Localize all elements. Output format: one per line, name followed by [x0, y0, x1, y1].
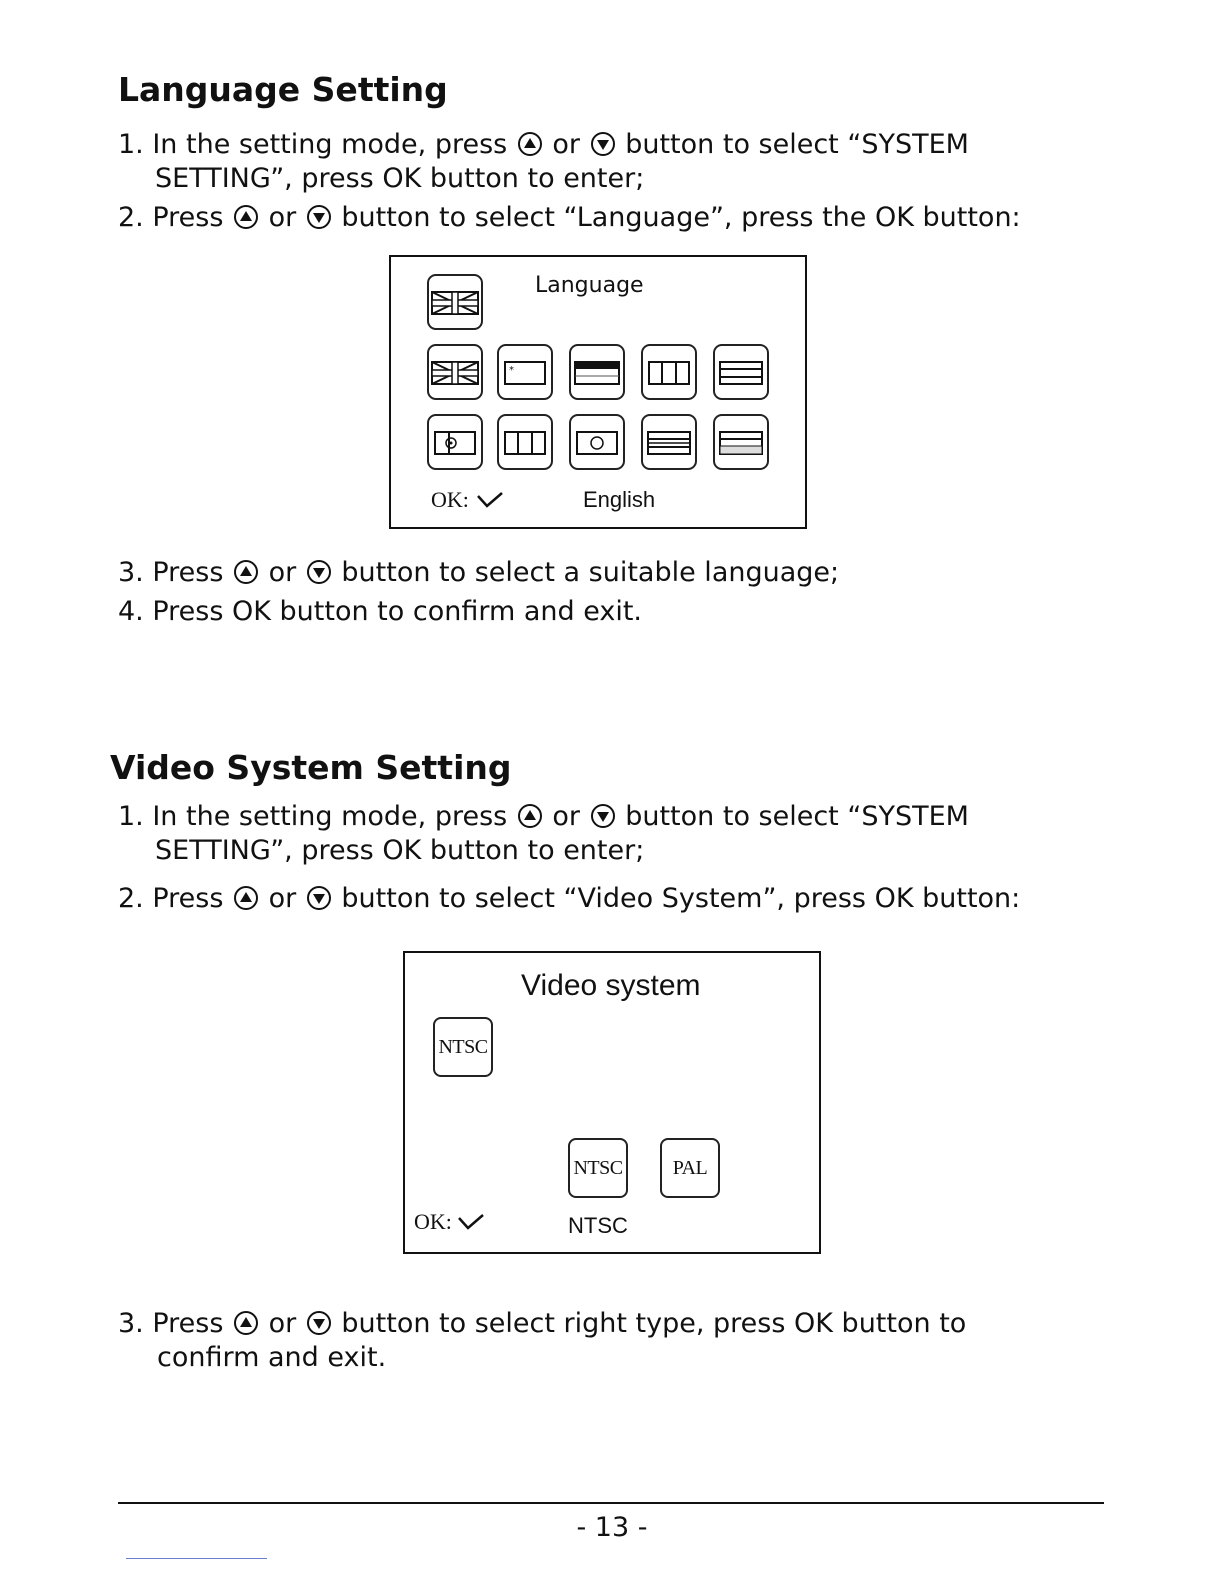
ok-label: OK: — [414, 1209, 486, 1235]
video-step-1-cont: SETTING”, press OK button to enter; — [155, 835, 645, 866]
video-step-3-cont: confirm and exit. — [157, 1342, 387, 1373]
pal-option[interactable]: PAL — [660, 1138, 720, 1198]
uk-flag-icon — [427, 274, 483, 330]
language-step-1-cont: SETTING”, press OK button to enter; — [155, 163, 645, 194]
japan-flag-icon[interactable] — [569, 414, 625, 470]
language-screen — [389, 255, 807, 529]
language-step-2: 2. Press or button to select “Language”, press the OK button: — [118, 202, 1021, 233]
current-video-system: NTSC — [568, 1213, 628, 1238]
video-screen-title: Video system — [521, 969, 701, 1002]
down-button-icon — [591, 132, 615, 156]
netherlands-flag-icon[interactable] — [641, 414, 697, 470]
language-screen-title: Language — [535, 273, 644, 298]
france-flag-icon[interactable] — [641, 344, 697, 400]
portugal-flag-icon[interactable] — [427, 414, 483, 470]
current-language: English — [583, 487, 656, 512]
down-button-icon — [307, 1311, 331, 1335]
video-section-title: Video System Setting — [110, 748, 512, 787]
video-step-3: 3. Press or button to select right type, press OK button to — [118, 1308, 967, 1339]
checkmark-icon — [456, 1212, 486, 1232]
china-flag-icon[interactable] — [497, 344, 553, 400]
page-number: - 13 - — [576, 1512, 648, 1543]
down-button-icon — [591, 804, 615, 828]
language-step-3: 3. Press or button to select a suitable language; — [118, 557, 840, 588]
video-step-2: 2. Press or button to select “Video System”, press OK button: — [118, 883, 1021, 914]
up-button-icon — [234, 560, 258, 584]
up-button-icon — [518, 132, 542, 156]
language-step-1: 1. In the setting mode, press or button to select “SYSTEM — [118, 129, 969, 160]
up-button-icon — [234, 205, 258, 229]
up-button-icon — [234, 1311, 258, 1335]
footer-link-underline — [126, 1558, 267, 1559]
svg-text:*: * — [509, 365, 514, 376]
down-button-icon — [307, 205, 331, 229]
video-step-1: 1. In the setting mode, press or button to select “SYSTEM — [118, 801, 969, 832]
ok-label: OK: — [431, 487, 505, 513]
uk-flag-icon[interactable] — [427, 344, 483, 400]
italy-flag-icon[interactable] — [497, 414, 553, 470]
up-button-icon — [234, 886, 258, 910]
down-button-icon — [307, 886, 331, 910]
current-ntsc-icon: NTSC — [433, 1017, 493, 1077]
germany-flag-icon[interactable] — [569, 344, 625, 400]
language-section-title: Language Setting — [118, 70, 448, 109]
ntsc-option[interactable]: NTSC — [568, 1138, 628, 1198]
spain-flag-icon[interactable] — [713, 344, 769, 400]
video-system-screen — [403, 951, 821, 1254]
russia-flag-icon[interactable] — [713, 414, 769, 470]
language-step-4: 4. Press OK button to confirm and exit. — [118, 596, 643, 627]
up-button-icon — [518, 804, 542, 828]
footer-rule — [118, 1502, 1104, 1504]
down-button-icon — [307, 560, 331, 584]
checkmark-icon — [475, 490, 505, 510]
